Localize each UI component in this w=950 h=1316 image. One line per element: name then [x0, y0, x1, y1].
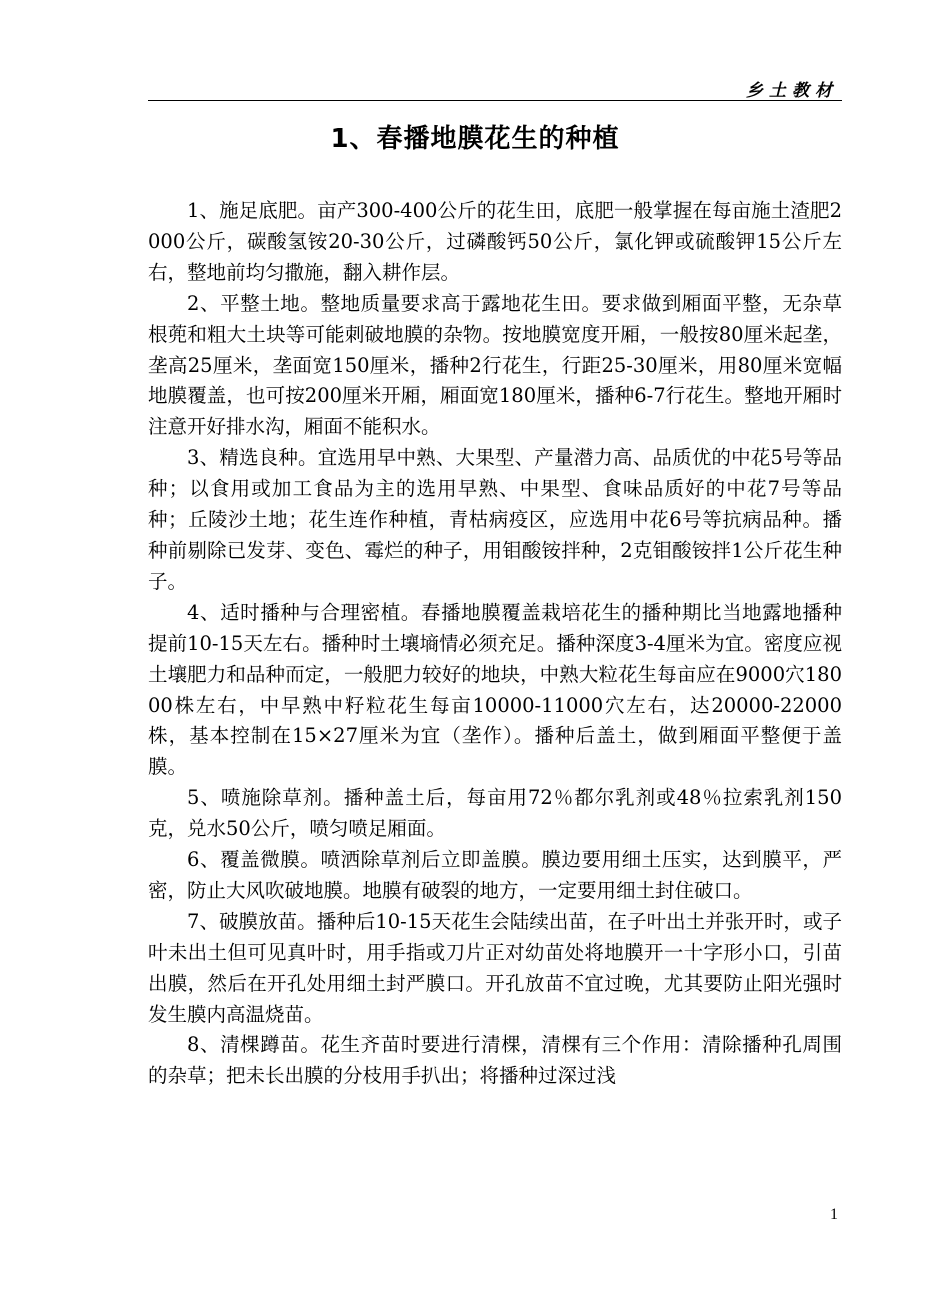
paragraph-seedling-clearing: 8、清棵蹲苗。花生齐苗时要进行清棵，清棵有三个作用：清除播种孔周围的杂草；把未长出膜的分枝用手扒出；将播种过深过浅 [148, 1033, 842, 1088]
paragraph-land-leveling: 2、平整土地。整地质量要求高于露地花生田。要求做到厢面平整，无杂草根蔸和粗大土块等可能刺破地膜的杂物。按地膜宽度开厢，一般按80厘米起垄，垄高25厘米，垄面宽150厘米，播种2行花生，行距25-30厘米，用80厘米宽幅地膜覆盖，也可按200厘米开厢，厢面宽180厘米，播种6-7行花生。整地开厢时注意开好排水沟，厢面不能积水。 [148, 291, 842, 439]
header-label: 乡土教材 [746, 81, 838, 101]
paragraph-seedling-release: 7、破膜放苗。播种后10-15天花生会陆续出苗，在子叶出土并张开时，或子叶未出土但可见真叶时，用手指或刀片正对幼苗处将地膜开一十字形小口，引苗出膜，然后在开孔处用细土封严膜口。开孔放苗不宜过晚，尤其要防止阳光强时发生膜内高温烧苗。 [148, 909, 842, 1026]
paragraph-seed-selection: 3、精选良种。宜选用早中熟、大果型、产量潜力高、品质优的中花5号等品种；以食用或加工食品为主的选用早熟、中果型、食味品质好的中花7号等品种；丘陵沙土地；花生连作种植，青枯病疫区，应选用中花6号等抗病品种。播种前剔除已发芽、变色、霉烂的种子，用钼酸铵拌种，2克钼酸铵拌1公斤花生种子。 [148, 446, 842, 593]
paragraph-base-fertilizer: 1、施足底肥。亩产300-400公斤的花生田，底肥一般掌握在每亩施土渣肥2000公斤，碳酸氢铵20-30公斤，过磷酸钙50公斤，氯化钾或硫酸钾15公斤左右，整地前均匀撒施，翻入耕作层。 [148, 199, 842, 284]
document-body [148, 196, 842, 1092]
page-title: 1、春播地膜花生的种植 [330, 124, 620, 154]
paragraph-herbicide: 5、喷施除草剂。播种盖土后，每亩用72％都尔乳剂或48％拉索乳剂150克，兑水50公斤，喷匀喷足厢面。 [148, 786, 842, 841]
paragraph-sowing-density: 4、适时播种与合理密植。春播地膜覆盖栽培花生的播种期比当地露地播种提前10-15天左右。播种时土壤墒情必须充足。播种深度3-4厘米为宜。密度应视土壤肥力和品种而定，一般肥力较好的地块，中熟大粒花生每亩应在9000穴18000株左右，中早熟中籽粒花生每亩10000-11000穴左右，达20000-22000株，基本控制在15×27厘米为宜（垄作）。播种后盖土，做到厢面平整便于盖膜。 [148, 600, 842, 779]
page-number: 1 [830, 1206, 838, 1223]
paragraph-film-cover: 6、覆盖微膜。喷洒除草剂后立即盖膜。膜边要用细土压实，达到膜平，严密，防止大风吹破地膜。地膜有破裂的地方，一定要用细土封住破口。 [148, 848, 842, 902]
header-rule [148, 100, 842, 101]
